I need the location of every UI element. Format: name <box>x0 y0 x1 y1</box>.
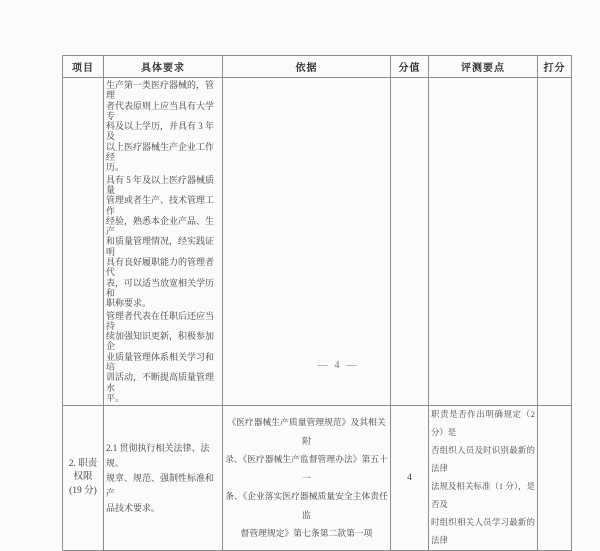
requirement-text-row1 <box>104 78 222 403</box>
mark-cell-row2 <box>538 406 572 551</box>
score-value-row2: 4 <box>407 473 412 484</box>
header-mark: 打分 <box>538 56 572 78</box>
requirement-paragraph: 管理者代表在任职后还应当持 续加强知识更新，积极参加企 业质量管理体系相关学习和培 训活动，不断提高质量管理水 平。 <box>106 310 215 403</box>
project-cell-row2 <box>63 406 104 551</box>
basis-cell-row1 <box>223 78 391 406</box>
requirement-cell-row2 <box>104 406 223 551</box>
header-points: 评测要点 <box>429 56 538 78</box>
points-cell-row2 <box>429 406 538 551</box>
project-label: 2. 职责 权限 (19 分) <box>68 458 98 496</box>
header-requirement: 具体要求 <box>104 56 223 78</box>
project-cell-row1 <box>63 78 104 406</box>
evaluation-table <box>62 55 572 551</box>
header-basis: 依据 <box>223 56 391 78</box>
mark-cell-row1 <box>538 78 572 406</box>
header-row <box>63 56 572 78</box>
points-text-row2: 职责是否作出明确规定（2 分）是 否组织人员及时识别最新的法律 法规及相关标准（1 分），是否及 时组织相关人员学习最新的法律 <box>431 410 535 546</box>
requirement-paragraph: 生产第一类医疗器械的，管理 者代表原则上应当具有大学专 科及以上学历，并具有 3 年及 以上医疗器械生产企业工作经 历。 <box>106 80 215 173</box>
page-number: — 4 — <box>317 360 359 371</box>
basis-text-row2: 《医疗器械生产质量管理规范》及其相关附 录、《医疗器械生产监督管理办法》第五十一 条、《企业落实医疗器械质量安全主体责任监 督管理规定》第七条第二款第一项 <box>225 417 388 539</box>
basis-cell-row2 <box>223 406 391 551</box>
header-score: 分值 <box>391 56 429 78</box>
score-cell-row2 <box>391 406 429 551</box>
requirement-text-row2: 2.1 贯彻执行相关法律、法规、 规章、规范、强制性标准和产 品技术要求。 <box>106 442 215 513</box>
header-project: 项目 <box>63 56 104 78</box>
requirement-paragraph: 具有 5 年及以上医疗器械质量 管理或者生产、技术管理工作 经验，熟悉本企业产品、生产 和质量管理情况，经实践证明 具有良好履职能力的管理者代 表，可以适当放宽相关学历和 职称要求。 <box>106 174 215 309</box>
table-row-duty-authority <box>63 406 572 551</box>
requirement-cell-row1 <box>104 78 223 406</box>
points-cell-row1 <box>429 78 538 406</box>
score-cell-row1 <box>391 78 429 406</box>
table-row-continuation <box>63 78 572 406</box>
